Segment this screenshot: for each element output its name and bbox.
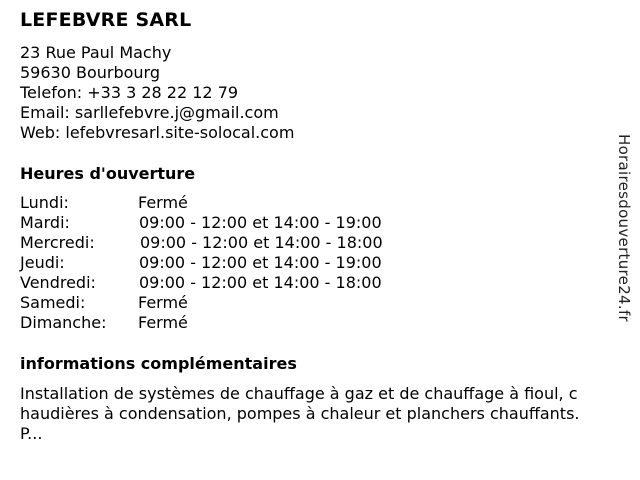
day-label: Mardi:: [20, 213, 70, 232]
description-line: Installation de systèmes de chauffage à gaz et de chauffage à fioul, c: [20, 384, 578, 403]
hours-row-saturday: [20, 293, 540, 313]
phone-number[interactable]: +33 3 28 22 12 79: [87, 83, 239, 102]
email-label: Email:: [20, 103, 70, 122]
day-hours: 09:00 - 12:00 et 14:00 - 19:00: [139, 213, 382, 232]
street-address: 23 Rue Paul Machy: [20, 43, 172, 62]
site-watermark: [612, 134, 634, 344]
day-label: Vendredi:: [20, 273, 96, 292]
day-hours: 09:00 - 12:00 et 14:00 - 19:00: [139, 253, 382, 272]
email-line: [20, 103, 294, 123]
phone-label: Telefon:: [20, 83, 83, 102]
web-line: [20, 123, 294, 143]
day-label: Jeudi:: [20, 253, 65, 272]
hours-row-wednesday: [20, 233, 540, 253]
day-hours: 09:00 - 12:00 et 14:00 - 18:00: [139, 273, 382, 292]
contact-block: [20, 43, 294, 143]
business-description: [20, 384, 625, 444]
description-line: haudières à condensation, pompes à chaleur et planchers chauffants.: [20, 404, 580, 423]
additional-info-heading: informations complémentaires: [20, 354, 297, 373]
website-link[interactable]: lefebvresarl.site-solocal.com: [65, 123, 295, 142]
opening-hours-heading: Heures d'ouverture: [20, 164, 196, 183]
hours-row-friday: [20, 273, 540, 293]
day-hours: 09:00 - 12:00 et 14:00 - 18:00: [140, 233, 383, 252]
web-label: Web:: [20, 123, 61, 142]
hours-row-thursday: [20, 253, 540, 273]
day-hours: Fermé: [138, 313, 188, 332]
day-label: Samedi:: [20, 293, 86, 312]
day-hours: Fermé: [138, 193, 188, 212]
watermark-text: Horairesdouverture24.fr: [615, 134, 633, 322]
city-postcode: 59630 Bourbourg: [20, 63, 161, 82]
hours-row-sunday: [20, 313, 540, 333]
day-hours: Fermé: [138, 293, 188, 312]
hours-row-tuesday: [20, 213, 540, 233]
hours-row-monday: [20, 193, 540, 213]
phone-line: [20, 83, 294, 103]
opening-hours-table: [20, 193, 540, 333]
email-address[interactable]: sarllefebvre.j@gmail.com: [74, 103, 279, 122]
description-line: P...: [20, 424, 43, 443]
day-label: Dimanche:: [20, 313, 107, 332]
day-label: Lundi:: [20, 193, 69, 212]
day-label: Mercredi:: [20, 233, 95, 252]
company-name: LEFEBVRE SARL: [20, 9, 192, 31]
